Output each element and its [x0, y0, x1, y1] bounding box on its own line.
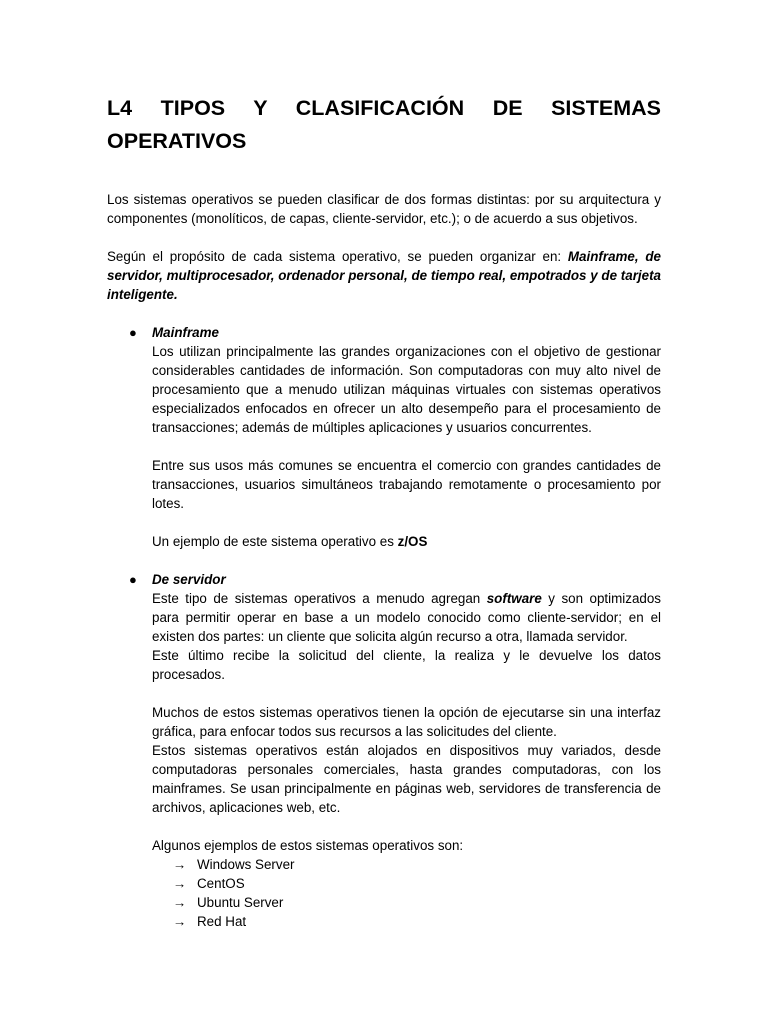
- list-item-servidor: [107, 570, 661, 931]
- arrow-right-icon: →: [173, 914, 187, 929]
- example-name: CentOS: [197, 876, 245, 891]
- arrow-right-icon: →: [173, 857, 187, 872]
- section-heading-servidor: De servidor: [152, 572, 226, 587]
- purpose-categories: Mainframe, de servidor, multiprocesador, ordenador personal, de tiempo real, empotrados y de tarjeta inteligente.: [107, 249, 662, 302]
- servidor-description: [152, 589, 661, 646]
- example-name: Red Hat: [197, 914, 247, 929]
- mainframe-uses: Entre sus usos más comunes se encuentra el comercio con grandes cantidades de transacciones, usuarios simultáneos trabajando remotamente o procesamiento por lotes.: [152, 458, 661, 511]
- arrow-right-icon: →: [173, 876, 187, 891]
- purpose-paragraph: [107, 247, 661, 304]
- servidor-examples-list: [152, 855, 661, 931]
- list-item: [173, 893, 661, 912]
- example-name: Ubuntu Server: [197, 895, 284, 910]
- servidor-devices: Estos sistemas operativos están alojados en dispositivos muy variados, desde computadoras personales comerciales, hasta grandes computadoras, con los mainframes. Se usan principalmente en páginas web, servidores de transferencia de archivos, aplicaciones web, etc.: [152, 743, 661, 815]
- servidor-examples-intro: Algunos ejemplos de estos sistemas operativos son:: [152, 838, 464, 853]
- servidor-gui: Muchos de estos sistemas operativos tienen la opción de ejecutarse sin una interfaz gráfica, para enfocar todos sus recursos a las solicitudes del cliente.: [152, 705, 661, 739]
- list-item: [173, 912, 661, 931]
- example-name: Windows Server: [197, 857, 295, 872]
- bullet-icon: ●: [129, 572, 137, 587]
- mainframe-description: Los utilizan principalmente las grandes organizaciones con el objetivo de gestionar considerables cantidades de información. Son computadoras con muy alto nivel de procesamiento que a menudo utilizan máquinas virtuales con sistemas operativos especializados enfocados en ofrecer un alto desempeño para el procesamiento de transacciones; además de múltiples aplicaciones y usuarios concurrentes.: [152, 344, 661, 435]
- page-title: L4 TIPOS Y CLASIFICACIÓN DE SISTEMAS OPERATIVOS: [107, 96, 661, 153]
- purpose-text: Según el propósito de cada sistema operativo, se pueden organizar en:: [107, 249, 568, 264]
- arrow-right-icon: →: [173, 895, 187, 910]
- servidor-text-a: Este tipo de sistemas operativos a menudo agregan: [152, 591, 487, 606]
- section-heading-mainframe: Mainframe: [152, 325, 219, 340]
- classification-list: [107, 323, 661, 931]
- intro-paragraph: Los sistemas operativos se pueden clasificar de dos formas distintas: por su arquitectura y componentes (monolíticos, de capas, cliente-servidor, etc.); o de acuerdo a sus objetivos.: [107, 192, 661, 226]
- bullet-icon: ●: [129, 325, 137, 340]
- mainframe-example-os: z/OS: [397, 534, 428, 549]
- mainframe-example: [152, 532, 661, 551]
- document-body: [107, 92, 661, 931]
- list-item: [173, 874, 661, 893]
- mainframe-example-text: Un ejemplo de este sistema operativo es: [152, 534, 398, 549]
- servidor-software-term: software: [486, 591, 542, 606]
- servidor-process: Este último recibe la solicitud del cliente, la realiza y le devuelve los datos procesados.: [152, 648, 661, 682]
- list-item-mainframe: [107, 323, 661, 551]
- list-item: [173, 855, 661, 874]
- servidor-text-b: y son optimizados para permitir operar en base a un modelo conocido como cliente-servidor; en el existen dos partes: un cliente que solicita algún recurso a otra, llamada servidor.: [152, 591, 661, 644]
